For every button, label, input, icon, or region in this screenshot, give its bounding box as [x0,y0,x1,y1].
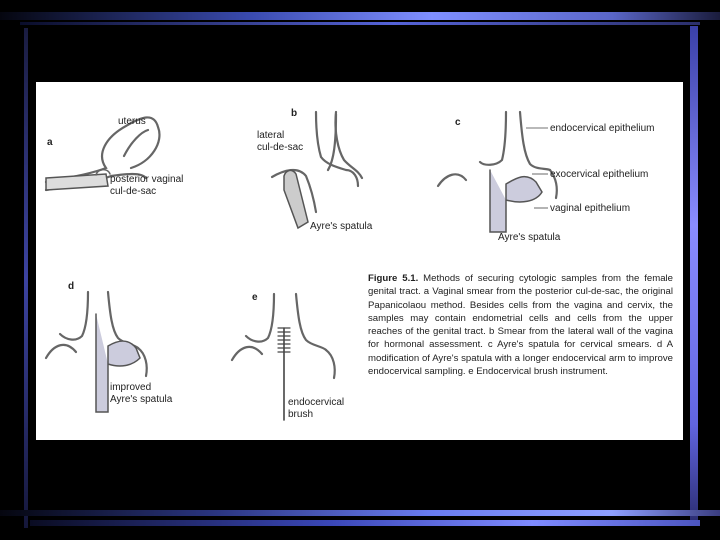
figure-image [36,82,683,440]
caption-text: Methods of securing cytologic samples from the female genital tract. a Vaginal smear from the posterior cul-de-sac, the original Papanicolaou method. Besides cells from the vagina and cervix, the samples may contain endometrial cells and cells from the upper reaches of the genital tract. b Smear from the lateral wall of the vagina for hormonal assessment. c Ayre's spatula for cervical smears. d A modification of Ayre's spatula with a longer endocervical arm to improve endocervical sampling. e Endocervical brush instrument. [368,273,673,378]
panel-label-a: a [47,137,53,148]
label-exocervical-epithelium: exocervical epithelium [550,169,649,180]
bottom-decorative-bar [0,510,720,516]
panel-label-d: d [68,281,75,292]
label-improved: improved [110,382,152,393]
top-decorative-bar [0,12,720,20]
panel-label-c: c [455,117,461,128]
left-decorative-bar [24,28,28,528]
label-lateral: lateral [257,130,285,141]
label-ayres-spatula-b: Ayre's spatula [310,221,373,232]
label-brush: brush [288,409,314,420]
label-posterior-vaginal: posterior vaginal [110,174,184,185]
label-ayres-spatula-c: Ayre's spatula [498,232,561,243]
label-endocervical: endocervical [288,397,345,408]
bottom-decorative-bar-lower [30,520,700,526]
label-lateral-cul-de-sac: cul-de-sac [257,142,304,153]
panel-b-drawing [272,112,362,228]
panel-c-drawing [438,112,557,232]
label-uterus: uterus [118,116,146,127]
right-decorative-bar [690,26,698,524]
panel-label-e: e [252,292,258,303]
figure-drawing [36,82,683,440]
label-cul-de-sac: cul-de-sac [110,186,157,197]
top-decorative-bar-thin [20,22,700,25]
caption-title: Figure 5.1. [368,273,419,284]
figure-caption [368,272,673,378]
label-endocervical-epithelium: endocervical epithelium [550,123,655,134]
label-vaginal-epithelium: vaginal epithelium [550,203,631,214]
panel-label-b: b [291,108,298,119]
label-improved-spatula: Ayre's spatula [110,394,173,405]
